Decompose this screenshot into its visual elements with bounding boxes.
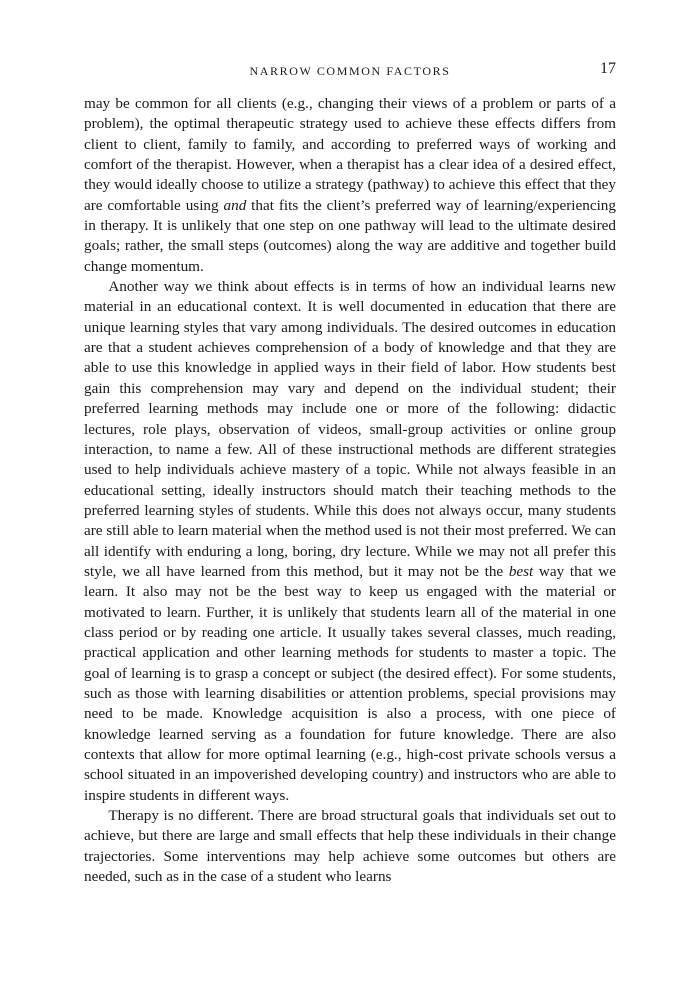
running-head bbox=[84, 60, 616, 82]
paragraph-text: that fits the client’s preferred way of learning/experiencing in therapy. It is unlikely that one step on one pathway will lead to the ultimate desired goals; rather, the small steps (outcomes) along the way are additive and together build change momentum. bbox=[84, 196, 616, 275]
emphasis-text: and bbox=[223, 196, 247, 214]
paragraph-text: way that we learn. It also may not be the best way to keep us engaged with the material or motivated to learn. Further, it is unlikely that students learn all of the material in one class period or by reading one article. It usually takes several classes, much reading, practical application and other learning methods for students to master a topic. The goal of learning is to grasp a concept or subject (the desired effect). For some students, such as those with learning disabilities or attention problems, special provisions may need to be made. Knowledge acquisition is also a process, with one piece of knowledge learned serving as a foundation for future knowledge. There are also contexts that allow for more optimal learning (e.g., high-cost private schools versus a school situated in an impoverished developing country) and instructors who are able to inspire students in different ways. bbox=[84, 562, 616, 804]
paragraph-text: may be common for all clients (e.g., changing their views of a problem or parts of a problem), the optimal therapeutic strategy used to achieve these effects differs from client to client, family to family, and according to preferred ways of working and comfort of the therapist. However, when a therapist has a clear idea of a desired effect, they would ideally choose to utilize a strategy (pathway) to achieve this effect that they are comfortable using bbox=[84, 95, 616, 214]
paragraph-text: Another way we think about effects is in terms of how an individual learns new material in an educational context. It is well documented in education that there are unique learning styles that vary among individuals. The desired outcomes in education are that a student achieves comprehension of a body of knowledge and that they are able to use this knowledge in applied ways in their field of labor. How students best gain this comprehension may vary and depend on the individual student; their preferred learning methods may include one or more of the following: didactic lectures, role plays, observation of videos, small-group activities or online group interaction, to name a few. All of these instructional methods are different strategies used to help individuals achieve mastery of a topic. While not always feasible in an educational setting, ideally instructors should match their teaching methods to the preferred learning styles of students. While this does not always occur, many students are still able to learn material when the method used is not their most preferred. We can all identify with enduring a long, boring, dry lecture. While we may not all prefer this style, we all have learned from this method, but it may not be the bbox=[84, 278, 616, 580]
page-number: 17 bbox=[600, 60, 616, 77]
running-title: NARROW COMMON FACTORS bbox=[249, 64, 451, 78]
paragraph-continuation bbox=[84, 94, 616, 277]
emphasis-text: best bbox=[508, 562, 534, 580]
paragraph-therapy bbox=[84, 806, 616, 887]
paragraph-learning-styles bbox=[84, 277, 616, 806]
body-text bbox=[84, 94, 616, 887]
paragraph-text: Therapy is no different. There are broad structural goals that individuals set out to achieve, but there are large and small effects that help these individuals in their change trajectories. Some interventions may help achieve some outcomes but others are needed, such as in the case of a student who learns bbox=[84, 807, 616, 886]
